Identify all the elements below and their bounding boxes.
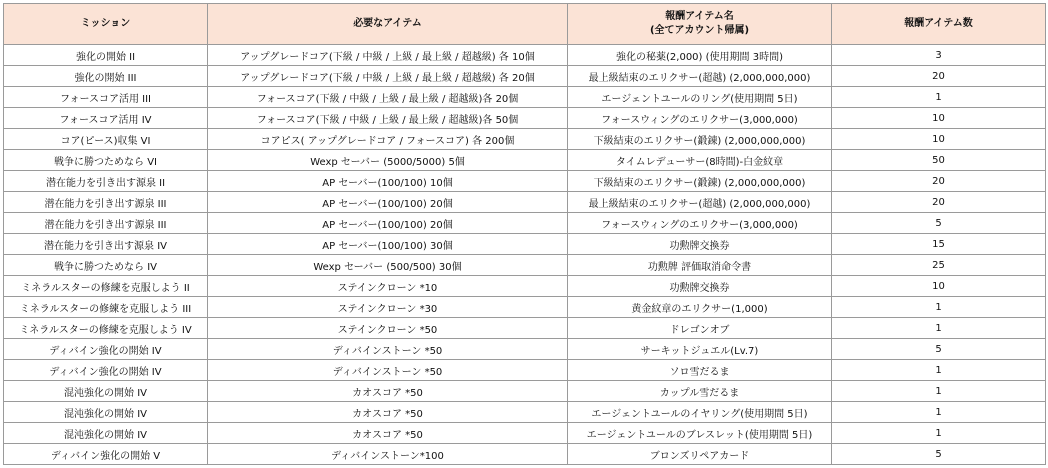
required-cell: アップグレードコア(下級 / 中級 / 上級 / 最上級 / 超越級) 各 20個 [208, 66, 568, 87]
required-cell: ステインクローン *30 [208, 297, 568, 318]
reward-cell: フォースウィングのエリクサー(3,000,000) [568, 108, 832, 129]
table-row [4, 45, 1046, 66]
header-reward-name [568, 4, 832, 45]
required-cell: AP セーバー(100/100) 30個 [208, 234, 568, 255]
count-cell: 15 [832, 234, 1046, 255]
mission-cell: 戦争に勝つためなら IV [4, 255, 208, 276]
count-cell: 50 [832, 150, 1046, 171]
table-row [4, 255, 1046, 276]
count-cell: 1 [832, 297, 1046, 318]
table-row [4, 402, 1046, 423]
required-cell: カオスコア *50 [208, 423, 568, 444]
count-cell: 1 [832, 360, 1046, 381]
mission-cell: ディバイン強化の開始 IV [4, 339, 208, 360]
table-row [4, 108, 1046, 129]
count-cell: 1 [832, 381, 1046, 402]
mission-cell: 潜在能力を引き出す源泉 III [4, 213, 208, 234]
reward-cell: カップル雪だるま [568, 381, 832, 402]
mission-cell: ディバイン強化の開始 V [4, 444, 208, 465]
reward-cell: エージェントユールのブレスレット(使用期間 5日) [568, 423, 832, 444]
mission-cell: コア(ピース)収集 VI [4, 129, 208, 150]
mission-cell: 潜在能力を引き出す源泉 II [4, 171, 208, 192]
mission-cell: 強化の開始 III [4, 66, 208, 87]
required-cell: ステインクローン *10 [208, 276, 568, 297]
reward-cell: 下級結束のエリクサー(鍛錬) (2,000,000,000) [568, 171, 832, 192]
header-reward-count: 報酬アイテム数 [832, 4, 1046, 45]
reward-cell: ブロンズリペアカード [568, 444, 832, 465]
mission-cell: フォースコア活用 III [4, 87, 208, 108]
count-cell: 20 [832, 171, 1046, 192]
table-row [4, 276, 1046, 297]
count-cell: 1 [832, 402, 1046, 423]
header-reward-name-line1: 報酬アイテム名 [665, 11, 734, 22]
mission-cell: ディバイン強化の開始 IV [4, 360, 208, 381]
reward-cell: エージェントユールのイヤリング(使用期間 5日) [568, 402, 832, 423]
table-row [4, 234, 1046, 255]
mission-cell: 潜在能力を引き出す源泉 III [4, 192, 208, 213]
count-cell: 1 [832, 87, 1046, 108]
table-row [4, 297, 1046, 318]
table-row [4, 129, 1046, 150]
mission-cell: 混沌強化の開始 IV [4, 381, 208, 402]
table-row [4, 381, 1046, 402]
count-cell: 10 [832, 276, 1046, 297]
required-cell: コアピス( アップグレードコア / フォースコア) 各 200個 [208, 129, 568, 150]
count-cell: 25 [832, 255, 1046, 276]
mission-cell: ミネラルスターの修練を克服しよう III [4, 297, 208, 318]
table-row [4, 444, 1046, 465]
reward-cell: 強化の秘薬(2,000) (使用期間 3時間) [568, 45, 832, 66]
count-cell: 3 [832, 45, 1046, 66]
reward-cell: ドレゴンオブ [568, 318, 832, 339]
table-row [4, 318, 1046, 339]
count-cell: 1 [832, 423, 1046, 444]
table-row [4, 66, 1046, 87]
reward-cell: 最上級結束のエリクサー(超越) (2,000,000,000) [568, 192, 832, 213]
reward-cell: タイムレデューサー(8時間)-白金紋章 [568, 150, 832, 171]
reward-cell: 功勲牌交換券 [568, 234, 832, 255]
mission-reward-table [3, 3, 1046, 465]
mission-cell: 潜在能力を引き出す源泉 IV [4, 234, 208, 255]
count-cell: 5 [832, 213, 1046, 234]
required-cell: AP セーバー(100/100) 20個 [208, 192, 568, 213]
mission-cell: 混沌強化の開始 IV [4, 402, 208, 423]
required-cell: カオスコア *50 [208, 381, 568, 402]
table-row [4, 192, 1046, 213]
header-reward-name-line2: (全てアカウント帰属) [649, 25, 750, 36]
required-cell: Wexp セーバー (5000/5000) 5個 [208, 150, 568, 171]
table-row [4, 360, 1046, 381]
reward-cell: 功勲牌 評価取消命令書 [568, 255, 832, 276]
mission-cell: ミネラルスターの修練を克服しよう II [4, 276, 208, 297]
header-required-items: 必要なアイテム [208, 4, 568, 45]
required-cell: アップグレードコア(下級 / 中級 / 上級 / 最上級 / 超越級) 各 10個 [208, 45, 568, 66]
mission-cell: ミネラルスターの修練を克服しよう IV [4, 318, 208, 339]
required-cell: AP セーバー(100/100) 20個 [208, 213, 568, 234]
table-row [4, 339, 1046, 360]
table-row [4, 213, 1046, 234]
reward-cell: 功勲牌交換券 [568, 276, 832, 297]
reward-cell: エージェントユールのリング(使用期間 5日) [568, 87, 832, 108]
reward-cell: フォースウィングのエリクサー(3,000,000) [568, 213, 832, 234]
required-cell: ディバインストーン *50 [208, 360, 568, 381]
required-cell: フォースコア(下級 / 中級 / 上級 / 最上級 / 超越級)各 20個 [208, 87, 568, 108]
count-cell: 20 [832, 66, 1046, 87]
count-cell: 10 [832, 129, 1046, 150]
count-cell: 5 [832, 444, 1046, 465]
mission-cell: 強化の開始 II [4, 45, 208, 66]
header-mission: ミッション [4, 4, 208, 45]
reward-cell: 黄金紋章のエリクサー(1,000) [568, 297, 832, 318]
count-cell: 20 [832, 192, 1046, 213]
count-cell: 5 [832, 339, 1046, 360]
table-row [4, 150, 1046, 171]
required-cell: ディバインストーン*100 [208, 444, 568, 465]
reward-cell: 最上級結束のエリクサー(超越) (2,000,000,000) [568, 66, 832, 87]
required-cell: フォースコア(下級 / 中級 / 上級 / 最上級 / 超越級)各 50個 [208, 108, 568, 129]
required-cell: カオスコア *50 [208, 402, 568, 423]
table-row [4, 87, 1046, 108]
count-cell: 1 [832, 318, 1046, 339]
reward-cell: サーキットジュエル(Lv.7) [568, 339, 832, 360]
table-row [4, 171, 1046, 192]
required-cell: AP セーバー(100/100) 10個 [208, 171, 568, 192]
required-cell: Wexp セーバー (500/500) 30個 [208, 255, 568, 276]
table-header-row [4, 4, 1046, 45]
mission-cell: フォースコア活用 IV [4, 108, 208, 129]
reward-cell: ソロ雪だるま [568, 360, 832, 381]
count-cell: 10 [832, 108, 1046, 129]
table-row [4, 423, 1046, 444]
required-cell: ステインクローン *50 [208, 318, 568, 339]
required-cell: ディバインストーン *50 [208, 339, 568, 360]
mission-cell: 戦争に勝つためなら VI [4, 150, 208, 171]
mission-cell: 混沌強化の開始 IV [4, 423, 208, 444]
reward-cell: 下級結束のエリクサー(鍛錬) (2,000,000,000) [568, 129, 832, 150]
